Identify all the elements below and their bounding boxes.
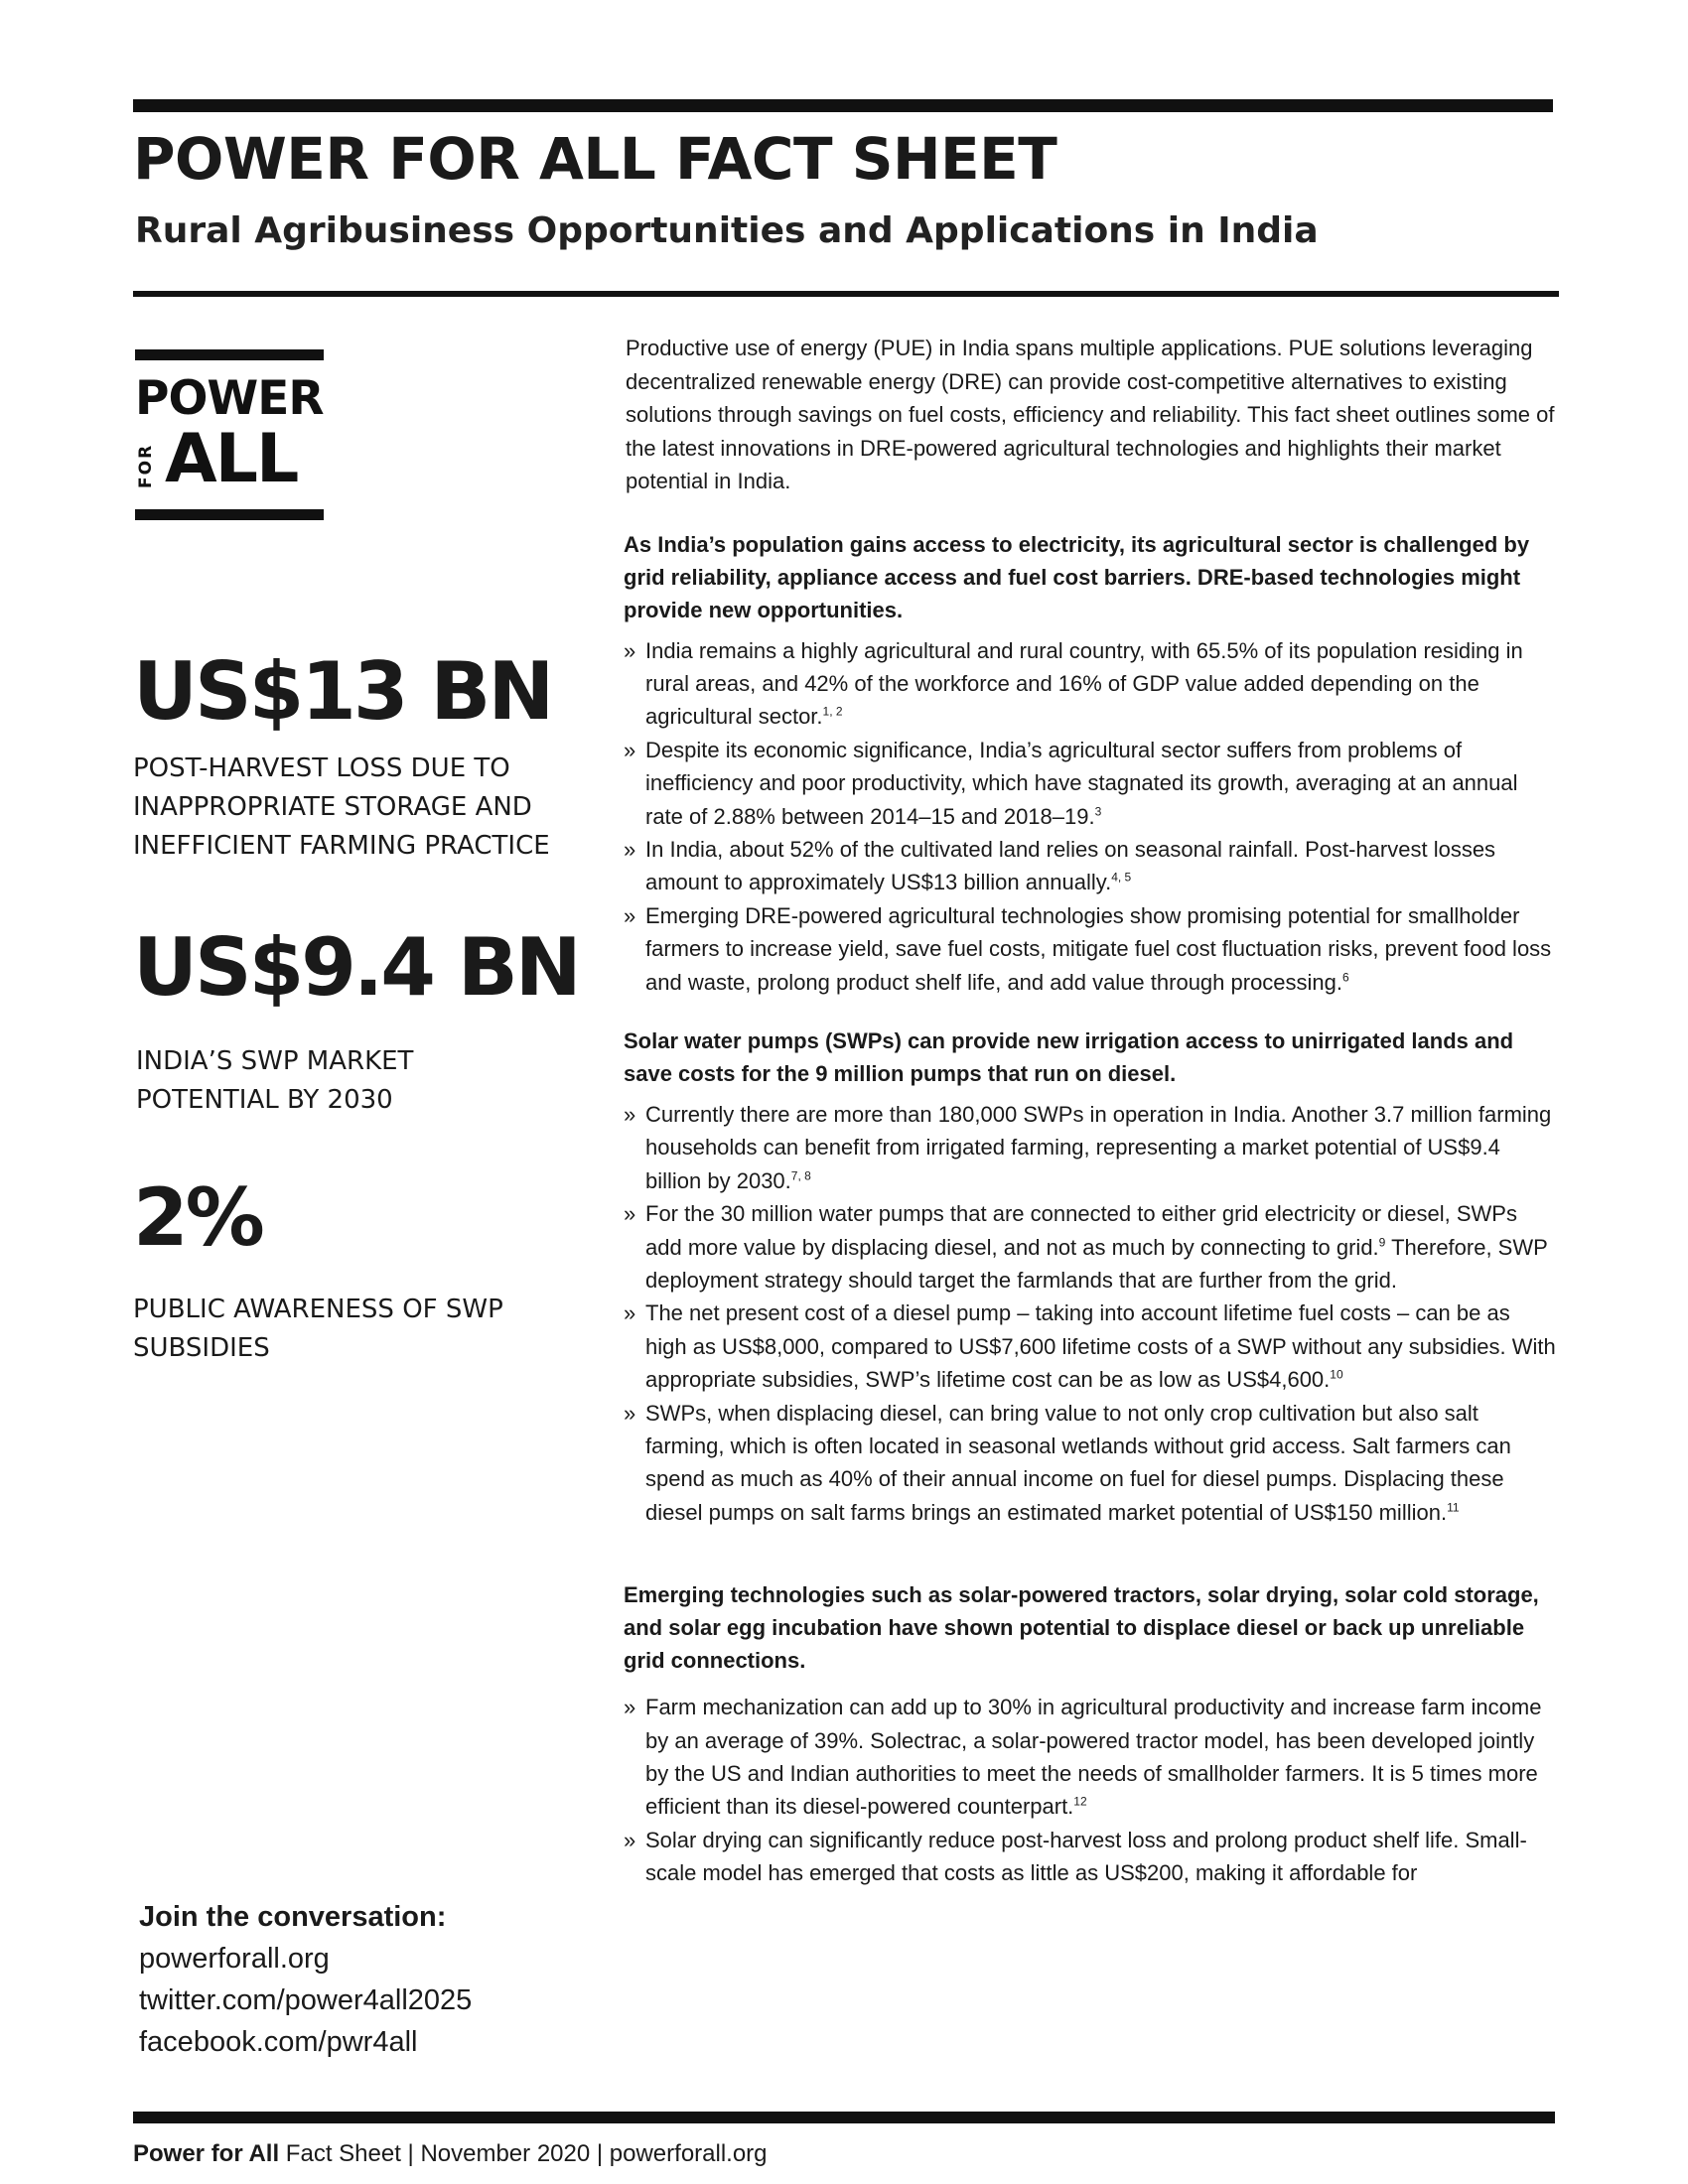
stat-label-swp-market: INDIA’S SWP MARKET POTENTIAL BY 2030 — [136, 1046, 414, 1115]
section-heading: As India’s population gains access to electricity, its agricultural sector is challenged by grid reliability, appliance access and fuel cost barriers. DRE-based technologies might provide new opportunities. — [624, 531, 1530, 622]
list-item — [624, 899, 1557, 999]
bullet-text: Farm mechanization can add up to 30% in agricultural productivity and increase farm income by an average of 39%. Solectrac, a solar-powered tractor model, has been developed jointly by the US and Indian authorities to meet the needs of smallholder farmers. It is 5 times more efficient than its diesel-powered counterpart. — [645, 1695, 1542, 1820]
bullet-mark: » — [624, 637, 636, 663]
footer-brand: Power for All — [133, 2140, 280, 2167]
bullet-text: SWPs, when displacing diesel, can bring value to not only crop cultivation but also salt farming, which is often located in seasonal wetlands without grid access. Salt farmers can spend as much as 40% of their annual income on fuel for diesel pumps. Displacing these diesel pumps on salt farms brings an estimated market potential of US$150 million. — [645, 1400, 1511, 1525]
page-subtitle: Rural Agribusiness Opportunities and Applications in India — [135, 210, 1319, 251]
list-item — [624, 634, 1557, 734]
logo-word-power: POWER — [135, 371, 324, 426]
list-item — [624, 1197, 1557, 1297]
bullet-text: Emerging DRE-powered agricultural technologies show promising potential for smallholder farmers to increase yield, save fuel costs, mitigate fuel cost fluctuation risks, prevent food loss and waste, prolong product shelf life, and add value through processing. — [645, 902, 1552, 995]
bullet-text: The net present cost of a diesel pump – taking into account lifetime fuel costs – can be as high as US$8,000, compared to US$7,600 lifetime costs of a SWP without any subsidies. With appropriate subsidies, SWP’s lifetime cost can be as low as US$4,600. — [645, 1300, 1556, 1393]
link-twitter[interactable]: twitter.com/power4all2025 — [139, 1984, 473, 2016]
section-electricity-access — [624, 528, 1557, 999]
footnote-ref: 3 — [1094, 804, 1102, 819]
section-heading: Emerging technologies such as solar-powered tractors, solar drying, solar cold storage, and solar egg incubation have shown potential to displace diesel or back up unreliable grid connections. — [624, 1582, 1539, 1674]
join-conversation — [139, 1896, 596, 2063]
stat-value-public-awareness: 2% — [133, 1171, 262, 1264]
page-footer — [133, 2140, 768, 2168]
link-facebook[interactable]: facebook.com/pwr4all — [139, 2026, 418, 2058]
footnote-ref: 1, 2 — [822, 704, 843, 719]
list-item — [624, 1098, 1557, 1197]
footnote-ref: 6 — [1342, 970, 1349, 985]
stat-value-post-harvest-loss: US$13 BN — [133, 645, 552, 738]
bullet-text-continued: Therefore, SWP deployment strategy should target the farmlands that are further from the grid. — [645, 1234, 1548, 1293]
bullet-text: India remains a highly agricultural and rural country, with 65.5% of its population residing in rural areas, and 42% of the workforce and 16% of GDP value added depending on the agricultural sector. — [645, 637, 1523, 730]
section-heading: Solar water pumps (SWPs) can provide new irrigation access to unirrigated lands and save costs for the 9 million pumps that run on diesel. — [624, 1027, 1514, 1086]
footer-rule — [133, 2112, 1555, 2123]
bullet-list — [624, 634, 1557, 999]
footer-details: Fact Sheet | November 2020 | powerforall.org — [279, 2140, 768, 2167]
footnote-ref: 11 — [1447, 1500, 1460, 1515]
footnote-ref: 10 — [1330, 1367, 1343, 1382]
list-item — [624, 734, 1557, 833]
bullet-list — [624, 1098, 1557, 1529]
bullet-mark: » — [624, 1300, 636, 1326]
list-item — [624, 1691, 1557, 1824]
logo-word-for: FOR — [136, 443, 156, 488]
bullet-list — [624, 1691, 1557, 1889]
stat-value-swp-market: US$9.4 BN — [133, 921, 579, 1014]
logo-bottom-bar — [135, 509, 324, 520]
link-website[interactable]: powerforall.org — [139, 1943, 330, 1975]
footnote-ref: 12 — [1073, 1795, 1087, 1810]
main-content — [624, 332, 1557, 1890]
bullet-mark: » — [624, 1201, 636, 1227]
bullet-mark: » — [624, 737, 636, 762]
list-item — [624, 1824, 1557, 1890]
bullet-mark: » — [624, 1695, 636, 1720]
join-heading: Join the conversation: — [139, 1901, 447, 1933]
bullet-text: For the 30 million water pumps that are connected to either grid electricity or diesel, SWPs add more value by displacing diesel, and not as much by connecting to grid. — [645, 1201, 1517, 1260]
stat-label-public-awareness: PUBLIC AWARENESS OF SWP SUBSIDIES — [133, 1295, 503, 1363]
page-title: POWER FOR ALL FACT SHEET — [133, 125, 1057, 193]
footnote-ref: 4, 5 — [1111, 871, 1132, 886]
bullet-mark: » — [624, 836, 636, 862]
bullet-mark: » — [624, 1101, 636, 1127]
bullet-mark: » — [624, 1827, 636, 1852]
bullet-text: Solar drying can significantly reduce post-harvest loss and prolong product shelf life. Small-scale model has emerged that costs as little as US$200, making it affordable for — [645, 1827, 1527, 1886]
bullet-text: Currently there are more than 180,000 SWPs in operation in India. Another 3.7 million farming households can benefit from irrigated farming, representing a market potential of US$9.4 billion by 2030. — [645, 1101, 1552, 1193]
power-for-all-logo — [135, 349, 324, 520]
top-rule — [133, 99, 1553, 112]
header-rule — [133, 291, 1559, 297]
list-item — [624, 1297, 1557, 1396]
footnote-ref: 7, 8 — [790, 1168, 811, 1183]
stat-label-post-harvest-loss: POST-HARVEST LOSS DUE TO INAPPROPRIATE STORAGE AND INEFFICIENT FARMING PRACTICE — [133, 753, 550, 861]
logo-top-bar — [135, 349, 324, 360]
intro-paragraph: Productive use of energy (PUE) in India spans multiple applications. PUE solutions leveraging decentralized renewable energy (DRE) can provide cost-competitive alternatives to existing solutions through savings on fuel costs, efficiency and reliability. This fact sheet outlines some of the latest innovations in DRE-powered agricultural technologies and highlights their market potential in India. — [626, 336, 1555, 493]
bullet-mark: » — [624, 1400, 636, 1426]
footnote-ref: 9 — [1378, 1235, 1386, 1250]
bullet-text: Despite its economic significance, India’s agricultural sector suffers from problems of inefficiency and poor productivity, which have stagnated its growth, averaging at an annual rate of 2.88% between 2014–15 and 2018–19. — [645, 737, 1518, 829]
section-solar-water-pumps — [624, 1024, 1557, 1529]
bullet-mark: » — [624, 902, 636, 928]
logo-word-all: ALL — [165, 420, 298, 498]
list-item — [624, 1397, 1557, 1530]
section-emerging-technologies — [624, 1578, 1557, 1889]
list-item — [624, 833, 1557, 899]
bullet-text: In India, about 52% of the cultivated land relies on seasonal rainfall. Post-harvest losses amount to approximately US$13 billion annually. — [645, 836, 1496, 895]
